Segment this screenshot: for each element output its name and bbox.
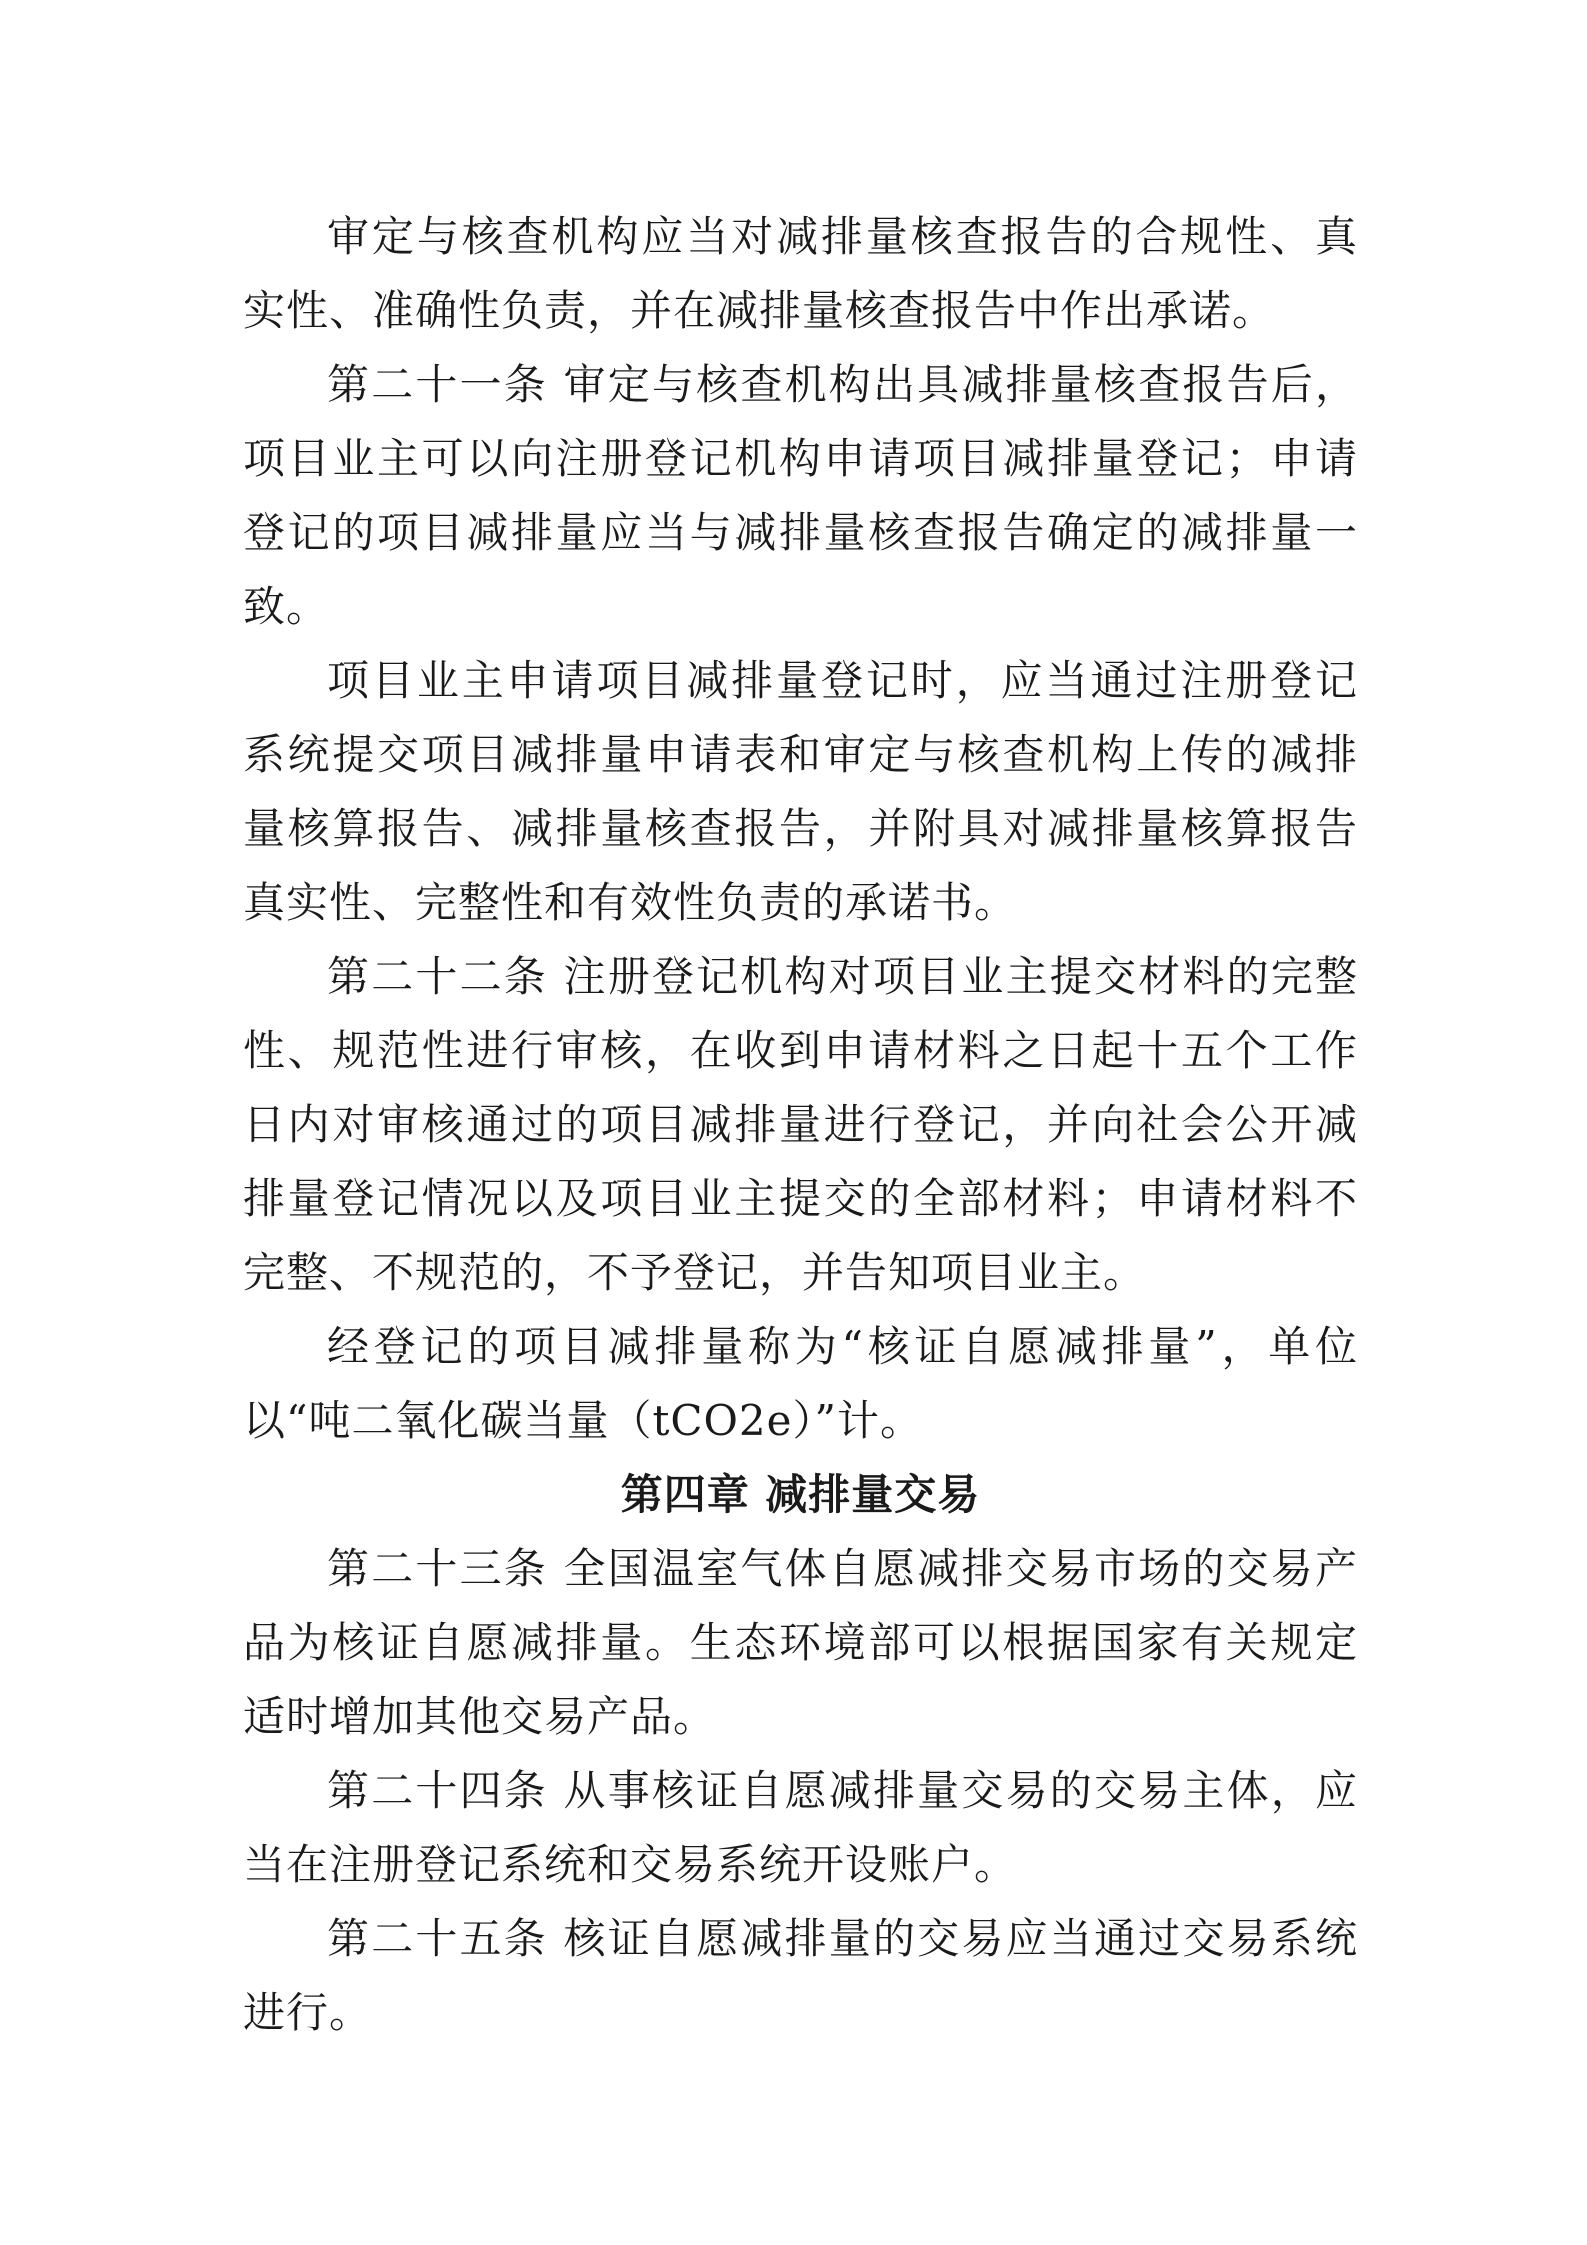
article-21: 第二十一条 审定与核查机构出具减排量核查报告后，项目业主可以向注册登记机构申请项目减排量登记；申请登记的项目减排量应当与减排量核查报告确定的减排量一致。: [243, 360, 1358, 631]
paragraph-registration-submission: 项目业主申请项目减排量登记时，应当通过注册登记系统提交项目减排量申请表和审定与核查机构上传的减排量核算报告、减排量核查报告，并附具对减排量核算报告真实性、完整性和有效性负责的承诺书。: [243, 656, 1358, 927]
chapter-heading: 第四章 减排量交易: [620, 1470, 981, 1519]
article-23: 第二十三条 全国温室气体自愿减排交易市场的交易产品为核证自愿减排量。生态环境部可以根据国家有关规定适时增加其他交易产品。: [243, 1544, 1358, 1741]
article-22: 第二十二条 注册登记机构对项目业主提交材料的完整性、规范性进行审核，在收到申请材料之日起十五个工作日内对审核通过的项目减排量进行登记，并向社会公开减排量登记情况以及项目业主提交的全部材料；申请材料不完整、不规范的，不予登记，并告知项目业主。: [243, 952, 1358, 1297]
article-24: 第二十四条 从事核证自愿减排量交易的交易主体，应当在注册登记系统和交易系统开设账户。: [243, 1766, 1358, 1889]
paragraph-ccer-definition: 经登记的项目减排量称为“核证自愿减排量”，单位以“吨二氧化碳当量（tCO2e）”计。: [243, 1322, 1358, 1445]
paragraph-verification-responsibility: 审定与核查机构应当对减排量核查报告的合规性、真实性、准确性负责，并在减排量核查报告中作出承诺。: [243, 212, 1358, 335]
document-page: [243, 200, 1358, 2050]
article-25: 第二十五条 核证自愿减排量的交易应当通过交易系统进行。: [243, 1914, 1358, 2037]
